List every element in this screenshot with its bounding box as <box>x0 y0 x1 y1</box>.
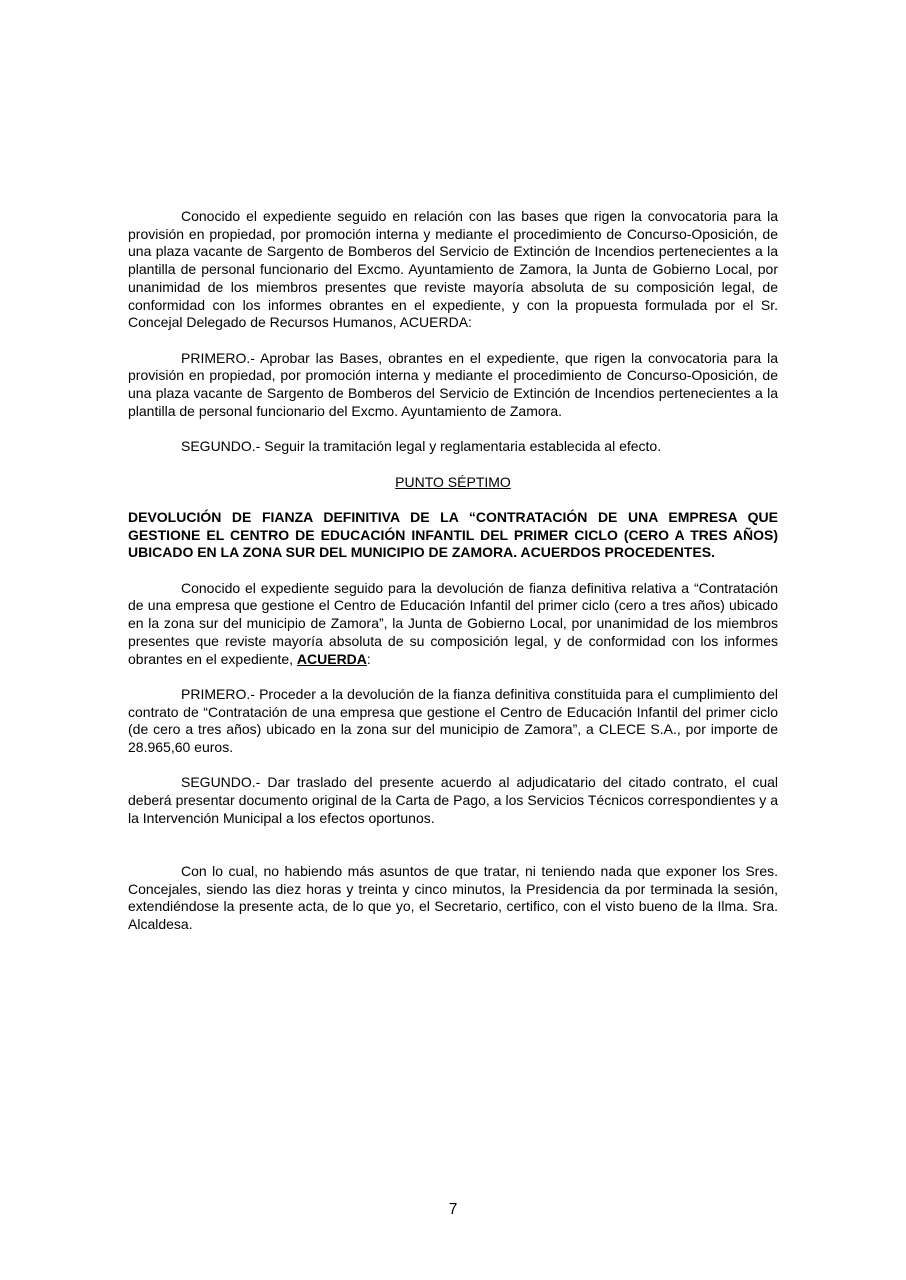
paragraph-primero-aprobar-bases: PRIMERO.- Aprobar las Bases, obrantes en el expediente, que rigen la convocatoria para la provisión en propiedad, por promoción interna y mediante el procedimiento de Concurso-Oposición, de una plaza vacante de Sargento de Bomberos del Servicio de Extinción de Incendios pertenecientes a la plantilla de personal funcionario del Excmo. Ayuntamiento de Zamora. <box>128 349 778 419</box>
paragraph-body-text: Conocido el expediente seguido para la devolución de fianza definitiva relativa a “Contratación de una empresa que gestione el Centro de Educación Infantil del primer ciclo (cero a tres años) ubicado en la zona sur del municipio de Zamora”, la Junta de Gobierno Local, por unanimidad de los miembros presentes que reviste mayoría absoluta de su composición legal, y de conformidad con los informes obrantes en el expediente, <box>128 579 778 667</box>
section-heading-text: PUNTO SÉPTIMO <box>395 473 511 490</box>
section-heading-punto-septimo <box>128 474 778 492</box>
paragraph-segundo-dar-traslado: SEGUNDO.- Dar traslado del presente acuerdo al adjudicatario del citado contrato, el cual deberá presentar documento original de la Carta de Pago, a los Servicios Técnicos correspondientes y a la Intervención Municipal a los efectos oportunos. <box>128 774 778 826</box>
paragraph-conocido-devolucion-fianza <box>128 580 778 669</box>
paragraph-cierre-sesion: Con lo cual, no habiendo más asuntos de que tratar, ni teniendo nada que exponer los Sres. Concejales, siendo las diez horas y treinta y cinco minutos, la Presidencia da por terminada la sesión, extendiéndose la presente acta, de lo que yo, el Secretario, certifico, con el visto bueno de la Ilma. Sra. Alcaldesa. <box>128 862 778 932</box>
paragraph-expediente-bases: Conocido el expediente seguido en relación con las bases que rigen la convocatoria para la provisión en propiedad, por promoción interna y mediante el procedimiento de Concurso-Oposición, de una plaza vacante de Sargento de Bomberos del Servicio de Extinción de Incendios pertenecientes a la plantilla de personal funcionario del Excmo. Ayuntamiento de Zamora, la Junta de Gobierno Local, por unanimidad de los miembros presentes que reviste mayoría absoluta de su composición legal, de conformidad con los informes obrantes en el expediente, y con la propuesta formulada por el Sr. Concejal Delegado de Recursos Humanos, ACUERDA: <box>128 208 778 331</box>
acuerda-emphasis: ACUERDA <box>296 650 367 667</box>
document-body <box>128 208 778 951</box>
paragraph-segundo-tramitacion: SEGUNDO.- Seguir la tramitación legal y reglamentaria establecida al efecto. <box>181 438 662 455</box>
paragraph-primero-proceder-devolucion: PRIMERO.- Proceder a la devolución de la fianza definitiva constituida para el cumplimiento del contrato de “Contratación de una empresa que gestione el Centro de Educación Infantil del primer ciclo (de cero a tres años) ubicado en la zona sur del municipio de Zamora”, a CLECE S.A., por importe de 28.965,60 euros. <box>128 685 778 755</box>
section-title-devolucion-fianza: DEVOLUCIÓN DE FIANZA DEFINITIVA DE LA “CONTRATACIÓN DE UNA EMPRESA QUE GESTIONE EL CENTRO DE EDUCACIÓN INFANTIL DEL PRIMER CICLO (CERO A TRES AÑOS) UBICADO EN LA ZONA SUR DEL MUNICIPIO DE ZAMORA. ACUERDOS PROCEDENTES. <box>128 508 778 561</box>
page-number: 7 <box>448 1201 458 1218</box>
acuerda-colon: : <box>366 650 371 667</box>
